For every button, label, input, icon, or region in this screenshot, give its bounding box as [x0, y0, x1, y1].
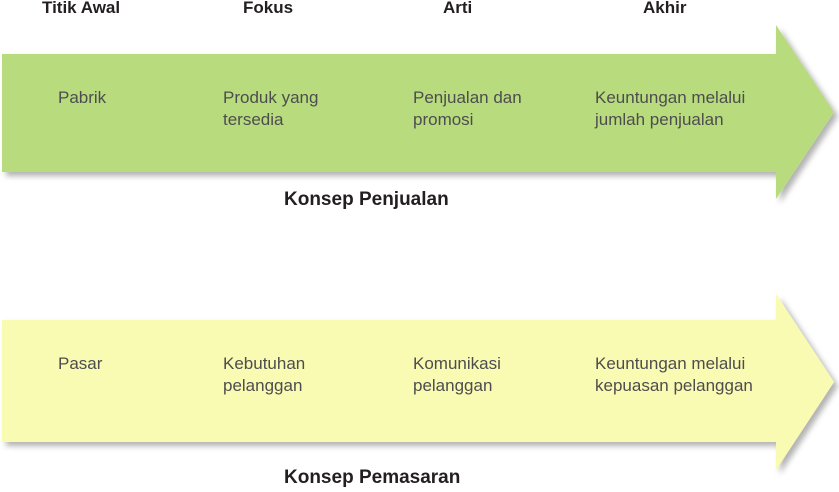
- marketing-end: Keuntungan melalui kepuasan pelanggan: [595, 354, 753, 395]
- header-akhir: Akhir: [643, 0, 687, 17]
- sales-concept-title: Konsep Penjualan: [284, 189, 449, 210]
- header-arti: Arti: [443, 0, 473, 17]
- sales-start-point: Pabrik: [58, 88, 107, 107]
- marketing-means: Komunikasi pelanggan: [413, 354, 501, 395]
- sales-means: Penjualan dan promosi: [413, 88, 522, 129]
- marketing-focus: Kebutuhan pelanggan: [223, 354, 306, 395]
- header-fokus: Fokus: [243, 0, 294, 17]
- header-titik-awal: Titik Awal: [42, 0, 121, 17]
- marketing-concept-title: Konsep Pemasaran: [284, 467, 461, 488]
- sales-focus: Produk yang tersedia: [223, 88, 319, 129]
- marketing-start-point: Pasar: [58, 354, 103, 373]
- sales-end: Keuntungan melalui jumlah penjualan: [595, 88, 746, 129]
